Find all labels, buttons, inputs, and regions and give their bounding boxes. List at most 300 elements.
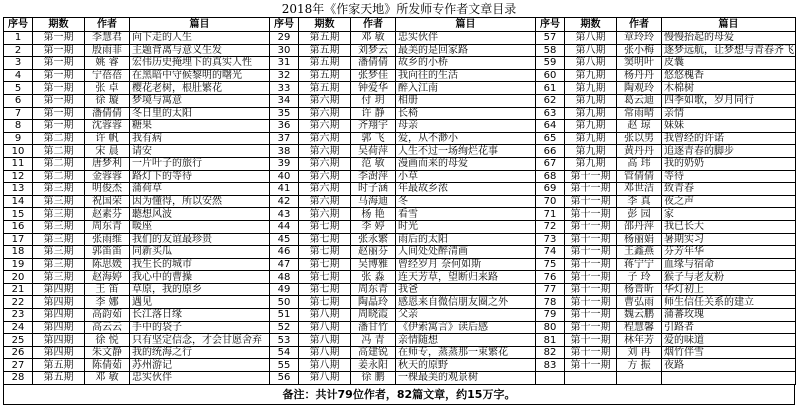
serial-cell: 22 [4, 296, 33, 309]
table-row [4, 321, 796, 334]
issue-cell: 第三期 [33, 246, 85, 259]
serial-cell: 1 [4, 32, 33, 45]
author-cell: 方 振 [617, 359, 662, 372]
title-header: 篇目 [662, 18, 796, 32]
issue-cell: 第三期 [33, 208, 85, 221]
serial-cell: 74 [536, 246, 565, 259]
author-cell: 祝国荣 [85, 195, 130, 208]
author-cell: 周东青 [351, 283, 396, 296]
author-cell: 金蓉蓉 [85, 170, 130, 183]
table-row [4, 208, 796, 221]
title-cell: 爱的味道 [662, 334, 796, 347]
table-row [4, 283, 796, 296]
author-cell: 李慧君 [85, 32, 130, 45]
serial-cell: 69 [536, 183, 565, 196]
author-cell: 潘倩倩 [351, 57, 396, 70]
serial-cell: 65 [536, 132, 565, 145]
table-row [4, 334, 796, 347]
author-cell: 吴荷萍 [351, 145, 396, 158]
table-header-row [4, 18, 796, 32]
table-row [4, 82, 796, 95]
serial-cell: 62 [536, 94, 565, 107]
issue-cell: 第十一期 [565, 346, 617, 359]
title-cell: 年最故乡浓 [396, 183, 536, 196]
serial-cell: 36 [270, 120, 299, 133]
author-cell: 高云云 [85, 321, 130, 334]
issue-cell: 第二期 [33, 145, 85, 158]
serial-cell: 19 [4, 258, 33, 271]
serial-cell: 60 [536, 69, 565, 82]
title-cell [662, 372, 796, 385]
serial-header: 序号 [270, 18, 299, 32]
title-cell: 暖座 [130, 220, 270, 233]
issue-cell: 第五期 [299, 82, 351, 95]
serial-cell: 63 [536, 107, 565, 120]
issue-cell: 第八期 [299, 346, 351, 359]
author-cell: 姜永阳 [351, 359, 396, 372]
serial-cell: 40 [270, 170, 299, 183]
table-row [4, 296, 796, 309]
table-row [4, 246, 796, 259]
title-cell: 秋天的原野 [396, 359, 536, 372]
serial-cell: 38 [270, 145, 299, 158]
title-cell: 悠悠槐香 [662, 69, 796, 82]
author-cell: 李 真 [617, 195, 662, 208]
author-cell: 徐 璇 [85, 94, 130, 107]
author-cell: 子 玲 [617, 271, 662, 284]
serial-cell: 13 [4, 183, 33, 196]
title-cell: 父亲 [396, 309, 536, 322]
author-cell: 陶晶玲 [351, 296, 396, 309]
title-cell: 冬 [396, 195, 536, 208]
issue-cell: 第一期 [33, 107, 85, 120]
table-row [4, 170, 796, 183]
title-cell: 看雪 [396, 208, 536, 221]
author-cell: 杨 艳 [351, 208, 396, 221]
serial-cell: 9 [4, 132, 33, 145]
title-cell: 亲情随想 [396, 334, 536, 347]
title-cell: 我已长大 [662, 220, 796, 233]
serial-cell: 30 [270, 44, 299, 57]
issue-cell: 第十一期 [565, 283, 617, 296]
table-row [4, 195, 796, 208]
author-cell: 吴博雅 [351, 258, 396, 271]
title-cell: 猴子与老友粉 [662, 271, 796, 284]
author-cell: 张小梅 [617, 44, 662, 57]
author-cell: 陶观玲 [617, 82, 662, 95]
issue-cell: 第六期 [299, 145, 351, 158]
issue-cell: 第十一期 [565, 359, 617, 372]
issue-cell: 第一期 [33, 44, 85, 57]
issue-cell: 第十一期 [565, 271, 617, 284]
issue-cell: 第三期 [33, 258, 85, 271]
author-cell: 程慧馨 [617, 321, 662, 334]
author-cell: 赵丽芬 [351, 246, 396, 259]
serial-cell: 26 [4, 346, 33, 359]
issue-cell: 第七期 [299, 296, 351, 309]
table-row [4, 132, 796, 145]
issue-cell: 第十一期 [565, 233, 617, 246]
issue-cell: 第八期 [565, 44, 617, 57]
serial-cell: 51 [270, 309, 299, 322]
title-cell: 我有病 [130, 132, 270, 145]
serial-cell: 3 [4, 57, 33, 70]
author-cell: 郭笛笛 [85, 246, 130, 259]
title-cell: 梦境与寓意 [130, 94, 270, 107]
issue-cell: 第六期 [299, 94, 351, 107]
title-cell: 家 [662, 208, 796, 221]
serial-cell: 54 [270, 346, 299, 359]
author-cell: 杨晋昕 [617, 283, 662, 296]
issue-cell [565, 372, 617, 385]
author-cell: 张 卓 [85, 82, 130, 95]
title-cell: 华灯初上 [662, 283, 796, 296]
author-cell: 姚 睿 [85, 57, 130, 70]
title-cell: 相册 [396, 94, 536, 107]
author-cell: 王鑫燕 [617, 246, 662, 259]
issue-cell: 第八期 [299, 321, 351, 334]
author-cell: 杨丹丹 [617, 69, 662, 82]
issue-cell: 第六期 [299, 170, 351, 183]
issue-cell: 第十一期 [565, 246, 617, 259]
serial-cell: 39 [270, 157, 299, 170]
issue-cell: 第二期 [33, 157, 85, 170]
table-row [4, 233, 796, 246]
author-cell: 周东青 [85, 220, 130, 233]
issue-cell: 第八期 [299, 334, 351, 347]
author-cell: 张雨维 [85, 233, 130, 246]
author-cell: 郭 飞 [351, 132, 396, 145]
title-cell: 雨后的太阳 [396, 233, 536, 246]
serial-cell: 67 [536, 157, 565, 170]
issue-cell: 第一期 [33, 57, 85, 70]
issue-cell: 第四期 [33, 334, 85, 347]
author-cell: 朱文静 [85, 346, 130, 359]
title-cell: 暑期实习 [662, 233, 796, 246]
serial-cell: 56 [270, 372, 299, 385]
serial-cell: 53 [270, 334, 299, 347]
table-row [4, 346, 796, 359]
issue-cell: 第十一期 [565, 208, 617, 221]
issue-cell: 第七期 [299, 258, 351, 271]
title-cell: 皮囊 [662, 57, 796, 70]
author-cell: 宁蓓蓓 [85, 69, 130, 82]
issue-cell: 第四期 [33, 346, 85, 359]
issue-cell: 第十一期 [565, 321, 617, 334]
issue-cell: 第七期 [299, 246, 351, 259]
author-cell: 邓世洁 [617, 183, 662, 196]
title-cell: 醉入江南 [396, 82, 536, 95]
issue-cell: 第九期 [565, 157, 617, 170]
author-cell: 常雨晴 [617, 107, 662, 120]
author-cell: 陈倩茹 [85, 359, 130, 372]
issue-cell: 第八期 [299, 372, 351, 385]
serial-cell: 16 [4, 220, 33, 233]
author-cell: 窦明叶 [617, 57, 662, 70]
author-cell: 许 静 [351, 107, 396, 120]
serial-cell: 8 [4, 120, 33, 133]
title-cell: 手中的袋子 [130, 321, 270, 334]
author-cell: 宋 晨 [85, 145, 130, 158]
issue-cell: 第六期 [299, 195, 351, 208]
serial-cell: 6 [4, 94, 33, 107]
title-cell: 我们的友谊最珍贵 [130, 233, 270, 246]
issue-cell: 第一期 [33, 69, 85, 82]
issue-cell: 第六期 [299, 183, 351, 196]
catalog-sheet [0, 1, 798, 402]
serial-cell: 70 [536, 195, 565, 208]
table-row [4, 309, 796, 322]
table-row [4, 157, 796, 170]
serial-cell: 44 [270, 220, 299, 233]
author-cell: 钟爱华 [351, 82, 396, 95]
title-cell: 我的统海之行 [130, 346, 270, 359]
author-cell: 张 淼 [351, 271, 396, 284]
title-cell: 一棵最美的观景树 [396, 372, 536, 385]
author-cell: 陈思媛 [85, 258, 130, 271]
issue-cell: 第四期 [33, 283, 85, 296]
author-cell: 管倩倩 [617, 170, 662, 183]
serial-cell: 73 [536, 233, 565, 246]
author-cell: 邓 敏 [85, 372, 130, 385]
author-cell: 高建锐 [351, 346, 396, 359]
serial-cell: 83 [536, 359, 565, 372]
issue-cell: 第六期 [299, 208, 351, 221]
issue-cell: 第六期 [299, 157, 351, 170]
serial-cell: 47 [270, 258, 299, 271]
author-cell: 沈蓉蓉 [85, 120, 130, 133]
author-cell: 徐 悦 [85, 334, 130, 347]
issue-header: 期数 [299, 18, 351, 32]
serial-cell: 10 [4, 145, 33, 158]
title-cell: 我向往的生活 [396, 69, 536, 82]
title-cell: 我的奶奶 [662, 157, 796, 170]
title-cell: 亲情 [662, 107, 796, 120]
author-header: 作者 [85, 18, 130, 32]
author-cell: 王 笛 [85, 283, 130, 296]
author-cell: 张梦佳 [351, 69, 396, 82]
table-row [4, 183, 796, 196]
author-header: 作者 [617, 18, 662, 32]
table-row [4, 258, 796, 271]
serial-cell: 14 [4, 195, 33, 208]
serial-cell: 80 [536, 321, 565, 334]
footnote: 备注：共计79位作者，82篇文章，约15万字。 [3, 385, 795, 405]
title-cell: 最美的是回家路 [396, 44, 536, 57]
serial-header: 序号 [4, 18, 33, 32]
issue-cell: 第十一期 [565, 195, 617, 208]
author-cell: 许 帆 [85, 132, 130, 145]
title-cell: 我心中的曹操 [130, 271, 270, 284]
title-cell: 致青春 [662, 183, 796, 196]
issue-cell: 第七期 [299, 271, 351, 284]
issue-cell: 第四期 [33, 309, 85, 322]
title-cell: 曾经岁月 奈何如斯 [396, 258, 536, 271]
author-cell: 葛云迪 [617, 94, 662, 107]
author-cell: 林年芳 [617, 334, 662, 347]
serial-cell: 82 [536, 346, 565, 359]
serial-header: 序号 [536, 18, 565, 32]
title-cell: 樱花老树，根肚繁花 [130, 82, 270, 95]
serial-cell: 4 [4, 69, 33, 82]
issue-cell: 第五期 [299, 32, 351, 45]
serial-cell: 43 [270, 208, 299, 221]
catalog-table [3, 17, 796, 385]
issue-cell: 第九期 [565, 94, 617, 107]
issue-cell: 第九期 [565, 132, 617, 145]
serial-cell: 52 [270, 321, 299, 334]
serial-cell: 45 [270, 233, 299, 246]
author-cell: 高韵茹 [85, 309, 130, 322]
author-cell: 魏云鹏 [617, 309, 662, 322]
title-cell: 在师专，蒸蒸那一束繁花 [396, 346, 536, 359]
table-row [4, 94, 796, 107]
title-cell: 在黑暗中守候黎明的曙光 [130, 69, 270, 82]
serial-cell: 61 [536, 82, 565, 95]
title-cell: 遇见 [130, 296, 270, 309]
title-cell: 一片叶子的旅行 [130, 157, 270, 170]
author-cell: 时子涵 [351, 183, 396, 196]
title-cell: 冬日里的太阳 [130, 107, 270, 120]
issue-cell: 第十一期 [565, 258, 617, 271]
title-cell: 夜路 [662, 359, 796, 372]
table-row [4, 271, 796, 284]
issue-cell: 第一期 [33, 120, 85, 133]
title-cell: 长江落日缘 [130, 309, 270, 322]
title-cell: 只有坚定信念，才会甘愿舍弃 [130, 334, 270, 347]
author-cell: 潘甘竹 [351, 321, 396, 334]
title-cell: 时光 [396, 220, 536, 233]
title-cell: 漫画而来的母爱 [396, 157, 536, 170]
issue-cell: 第三期 [33, 271, 85, 284]
issue-cell: 第二期 [33, 170, 85, 183]
author-cell: 彭 园 [617, 208, 662, 221]
table-row [4, 372, 796, 385]
issue-cell: 第九期 [565, 107, 617, 120]
title-cell: 慢慢抬起的母爱 [662, 32, 796, 45]
serial-cell: 81 [536, 334, 565, 347]
title-cell: 因为懂得，所以安然 [130, 195, 270, 208]
author-cell: 章玲玲 [617, 32, 662, 45]
issue-cell: 第五期 [299, 69, 351, 82]
author-cell: 蒋宁宁 [617, 258, 662, 271]
title-cell: 等待 [662, 170, 796, 183]
issue-cell: 第十一期 [565, 183, 617, 196]
title-cell: 请安 [130, 145, 270, 158]
issue-cell: 第十一期 [565, 309, 617, 322]
issue-cell: 第三期 [33, 233, 85, 246]
serial-cell: 76 [536, 271, 565, 284]
issue-cell: 第十一期 [565, 170, 617, 183]
title-cell: 四季如歌，岁月同行 [662, 94, 796, 107]
serial-cell: 17 [4, 233, 33, 246]
author-cell: 张以男 [617, 132, 662, 145]
title-cell: 爱，从不渺小 [396, 132, 536, 145]
serial-cell: 23 [4, 309, 33, 322]
title-cell: 引路者 [662, 321, 796, 334]
serial-cell: 18 [4, 246, 33, 259]
title-cell: 蒲荷草 [130, 183, 270, 196]
serial-cell: 79 [536, 309, 565, 322]
issue-cell: 第九期 [565, 145, 617, 158]
author-cell: 唐梦利 [85, 157, 130, 170]
table-row [4, 57, 796, 70]
serial-cell: 48 [270, 271, 299, 284]
serial-cell: 41 [270, 183, 299, 196]
author-cell: 冯 青 [351, 334, 396, 347]
author-cell: 曹弘雨 [617, 296, 662, 309]
author-cell: 杨丽娟 [617, 233, 662, 246]
author-cell: 殷雨菲 [85, 44, 130, 57]
serial-cell: 55 [270, 359, 299, 372]
serial-cell: 33 [270, 82, 299, 95]
title-cell: 《伊索寓言》读后感 [396, 321, 536, 334]
issue-cell: 第八期 [565, 32, 617, 45]
serial-cell: 29 [270, 32, 299, 45]
issue-cell: 第四期 [33, 321, 85, 334]
title-cell: 蒲蕃玫瑰 [662, 309, 796, 322]
sheet-title: 2018年《作家天地》所发师专作者文章目录 [281, 2, 517, 16]
serial-cell: 59 [536, 57, 565, 70]
title-cell: 逐梦远航，让梦想与青春齐飞 [662, 44, 796, 57]
issue-cell: 第九期 [565, 120, 617, 133]
serial-cell: 68 [536, 170, 565, 183]
serial-cell: 64 [536, 120, 565, 133]
title-cell: 同新买瓜 [130, 246, 270, 259]
issue-header: 期数 [33, 18, 85, 32]
serial-cell: 34 [270, 94, 299, 107]
title-cell: 长椅 [396, 107, 536, 120]
serial-cell: 46 [270, 246, 299, 259]
title-cell: 向下走的人生 [130, 32, 270, 45]
author-cell: 范 敏 [351, 157, 396, 170]
title-cell: 聽想风波 [130, 208, 270, 221]
title-cell: 苏州游记 [130, 359, 270, 372]
author-cell: 李澍萍 [351, 170, 396, 183]
issue-cell: 第四期 [33, 296, 85, 309]
author-cell: 马海迪 [351, 195, 396, 208]
title-cell: 芬芳年华 [662, 246, 796, 259]
title-cell: 血缘与宿命 [662, 258, 796, 271]
title-cell: 我生长的城市 [130, 258, 270, 271]
table-row [4, 145, 796, 158]
serial-cell: 75 [536, 258, 565, 271]
title-cell: 忠实伙伴 [396, 32, 536, 45]
table-row [4, 359, 796, 372]
issue-cell: 第十一期 [565, 220, 617, 233]
serial-cell: 37 [270, 132, 299, 145]
title-cell: 糖果 [130, 120, 270, 133]
title-cell: 师生信任关系的建立 [662, 296, 796, 309]
author-cell: 赵 琼 [617, 120, 662, 133]
title-cell: 妹妹 [662, 120, 796, 133]
serial-cell: 35 [270, 107, 299, 120]
issue-cell: 第七期 [299, 220, 351, 233]
serial-cell: 27 [4, 359, 33, 372]
author-cell: 李 婷 [351, 220, 396, 233]
author-cell: 邵丹萍 [617, 220, 662, 233]
issue-cell: 第八期 [565, 57, 617, 70]
issue-cell: 第六期 [299, 107, 351, 120]
title-cell: 夜之声 [662, 195, 796, 208]
title-cell: 烟竹伴雪 [662, 346, 796, 359]
issue-cell: 第五期 [33, 372, 85, 385]
title-cell: 忠实伙伴 [130, 372, 270, 385]
title-cell: 母亲 [396, 120, 536, 133]
title-cell: 感恩来自微信朋友圈之外 [396, 296, 536, 309]
issue-cell: 第十一期 [565, 296, 617, 309]
author-cell: 明俊杰 [85, 183, 130, 196]
